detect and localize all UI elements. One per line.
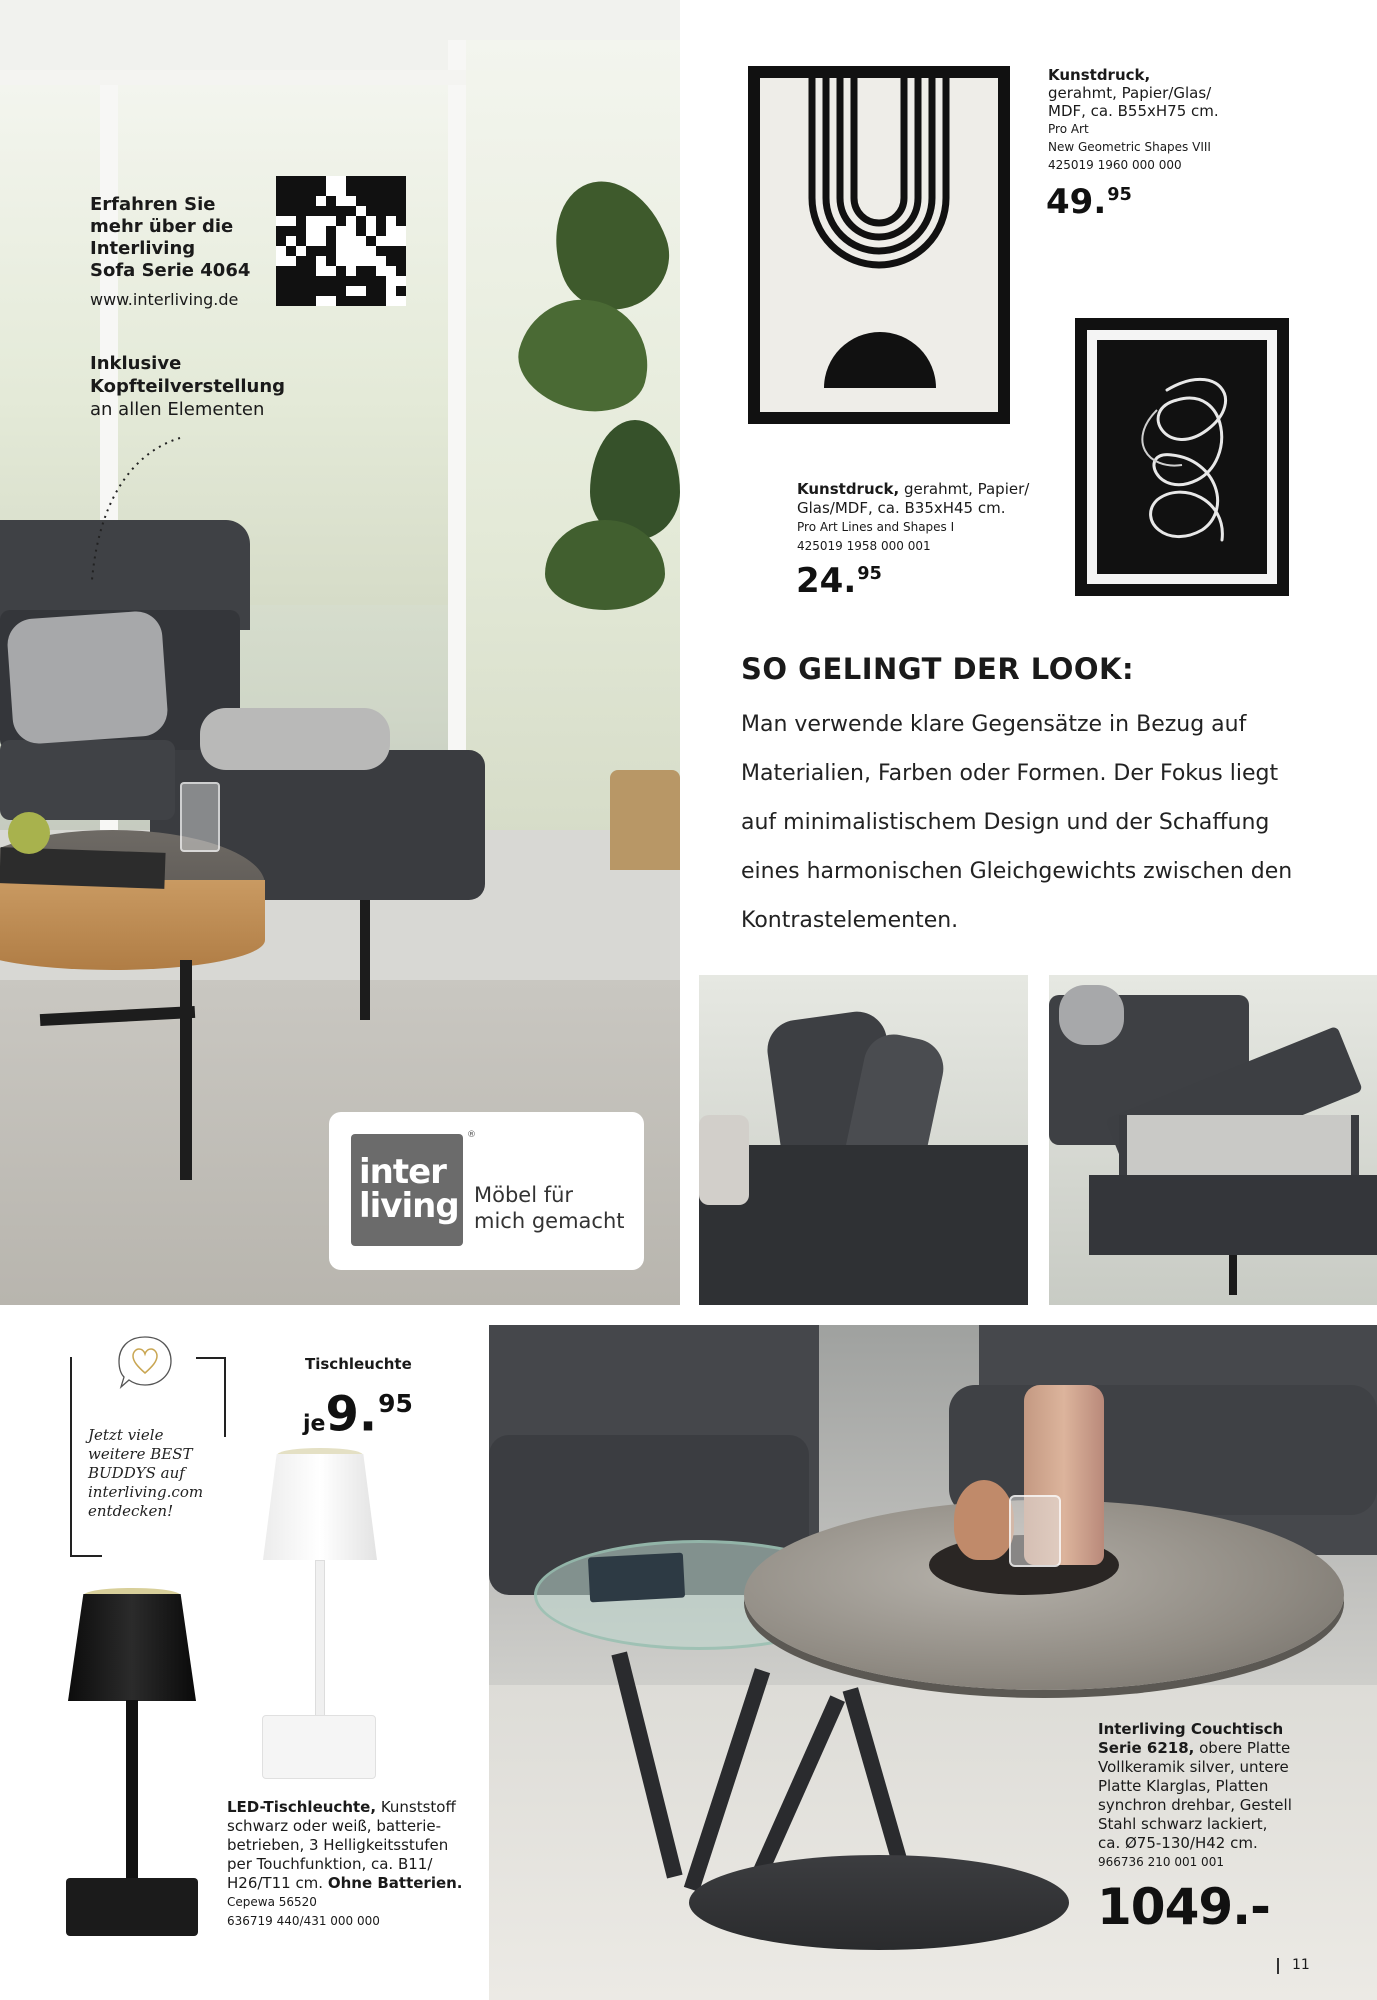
qr-module <box>346 246 356 256</box>
lamp-desc-line: schwarz oder weiß, batterie- <box>227 1817 442 1835</box>
qr-module <box>286 176 296 186</box>
qr-module <box>316 206 326 216</box>
art-print-lines-and-shapes <box>1075 318 1289 596</box>
qr-module <box>276 246 286 256</box>
dotted-pointer-line <box>80 430 190 590</box>
qr-module <box>296 266 306 276</box>
print2-desc-first: gerahmt, Papier/ <box>899 480 1030 498</box>
qr-module <box>376 286 386 296</box>
qr-module <box>336 286 346 296</box>
black-lamp-base <box>66 1878 198 1936</box>
look-line: Kontrastelementen. <box>741 908 959 933</box>
qr-module <box>316 276 326 286</box>
lamp-article-number: 636719 440/431 000 000 <box>227 1914 380 1928</box>
art-print-geometric-shapes <box>748 66 1010 424</box>
qr-module <box>326 246 336 256</box>
print1-brand: Pro Art <box>1048 122 1089 136</box>
qr-module <box>306 266 316 276</box>
qr-module <box>356 176 366 186</box>
buddys-line: interliving.com <box>88 1483 204 1501</box>
print2-description <box>797 480 1029 556</box>
qr-module <box>326 196 336 206</box>
qr-module <box>296 206 306 216</box>
lamp-desc-line: betrieben, 3 Helligkeitsstufen <box>227 1836 449 1854</box>
qr-module <box>316 236 326 246</box>
qr-module <box>396 296 406 306</box>
lamp-title: LED-Tischleuchte, <box>227 1798 377 1816</box>
qr-module <box>356 296 366 306</box>
qr-module <box>396 186 406 196</box>
qr-module <box>386 236 396 246</box>
qr-module <box>336 196 346 206</box>
qr-heading-line: Sofa Serie 4064 <box>90 260 251 281</box>
qr-module <box>286 236 296 246</box>
qr-module <box>336 236 346 246</box>
look-line: Materialien, Farben oder Formen. Der Fokus liegt <box>741 761 1279 786</box>
qr-module <box>326 226 336 236</box>
qr-module <box>366 186 376 196</box>
qr-module <box>346 206 356 216</box>
qr-module <box>326 286 336 296</box>
qr-module <box>346 176 356 186</box>
lamp-description <box>227 1798 463 1931</box>
art-print-canvas <box>760 78 998 412</box>
qr-module <box>306 236 316 246</box>
feature-subtitle: an allen Elementen <box>90 399 265 420</box>
qr-module <box>366 296 376 306</box>
qr-module <box>346 186 356 196</box>
white-lamp-image <box>255 1448 385 1563</box>
qr-module <box>286 266 296 276</box>
qr-module <box>376 206 386 216</box>
qr-module <box>306 196 316 206</box>
qr-module <box>296 186 306 196</box>
storage-chaise-photo <box>1049 975 1377 1305</box>
print2-price <box>796 561 882 601</box>
qr-module <box>366 216 376 226</box>
qr-module <box>316 266 326 276</box>
qr-module <box>346 256 356 266</box>
qr-module <box>366 226 376 236</box>
qr-module <box>286 186 296 196</box>
qr-module <box>376 176 386 186</box>
lamp-desc-first: Kunststoff <box>376 1798 456 1816</box>
couchtisch-desc-line: Platte Klarglas, Platten <box>1098 1777 1269 1795</box>
print1-desc-line: gerahmt, Papier/Glas/ <box>1048 84 1212 102</box>
qr-module <box>326 176 336 186</box>
qr-module <box>306 206 316 216</box>
qr-module <box>396 216 406 226</box>
qr-module <box>376 196 386 206</box>
qr-module <box>326 276 336 286</box>
qr-module <box>346 276 356 286</box>
registered-mark: ® <box>467 1130 476 1140</box>
black-lamp-stem <box>126 1700 138 1880</box>
qr-module <box>396 176 406 186</box>
lamp-brand: Cepewa 56520 <box>227 1895 317 1909</box>
qr-module <box>286 216 296 226</box>
print2-brand: Pro Art Lines and Shapes I <box>797 520 955 534</box>
qr-module <box>316 176 326 186</box>
qr-module <box>286 286 296 296</box>
qr-module <box>376 266 386 276</box>
qr-module <box>276 266 286 276</box>
qr-module <box>326 216 336 226</box>
qr-module <box>316 226 326 236</box>
qr-heading-line: mehr über die <box>90 216 234 237</box>
qr-module <box>336 246 346 256</box>
print1-desc-line: MDF, ca. B55xH75 cm. <box>1048 102 1219 120</box>
website-link[interactable]: www.interliving.de <box>90 290 239 309</box>
qr-module <box>326 206 336 216</box>
qr-module <box>356 276 366 286</box>
page-number: 11 <box>1292 1957 1310 1973</box>
qr-module <box>386 276 396 286</box>
print1-article-number: 425019 1960 000 000 <box>1048 158 1182 172</box>
qr-module <box>356 196 366 206</box>
price-main: 49. <box>1046 182 1107 222</box>
qr-module <box>396 236 406 246</box>
qr-module <box>396 246 406 256</box>
qr-module <box>346 236 356 246</box>
qr-module <box>356 206 366 216</box>
qr-module <box>356 256 366 266</box>
print2-article-number: 425019 1958 000 001 <box>797 539 931 553</box>
qr-module <box>326 256 336 266</box>
look-line: auf minimalistischem Design und der Schaffung <box>741 810 1270 835</box>
couchtisch-title-line: Serie 6218, <box>1098 1739 1195 1757</box>
qr-module <box>346 226 356 236</box>
qr-module <box>356 216 366 226</box>
qr-module <box>276 186 286 196</box>
qr-module <box>356 186 366 196</box>
qr-module <box>276 296 286 306</box>
qr-heading-line: Erfahren Sie <box>90 194 216 215</box>
qr-module <box>336 206 346 216</box>
qr-module <box>306 186 316 196</box>
feature-title-line: Kopfteilverstellung <box>90 376 286 397</box>
qr-module <box>296 296 306 306</box>
qr-module <box>336 186 346 196</box>
print2-title: Kunstdruck, <box>797 480 900 498</box>
qr-module <box>296 246 306 256</box>
qr-module <box>326 296 336 306</box>
logo-brand-line: inter <box>359 1152 446 1192</box>
look-heading: SO GELINGT DER LOOK: <box>741 652 1135 686</box>
qr-module <box>296 196 306 206</box>
qr-module <box>276 286 286 296</box>
qr-module <box>326 186 336 196</box>
qr-module <box>366 196 376 206</box>
interliving-logo-card <box>329 1112 644 1270</box>
print2-desc-line: Glas/MDF, ca. B35xH45 cm. <box>797 499 1006 517</box>
qr-module <box>276 256 286 266</box>
qr-module <box>386 216 396 226</box>
lamp-price <box>303 1374 413 1455</box>
feature-title-line: Inklusive <box>90 353 182 374</box>
headrest-detail-photo <box>699 975 1028 1305</box>
qr-module <box>376 296 386 306</box>
qr-module <box>306 246 316 256</box>
qr-module <box>356 236 366 246</box>
print1-title: Kunstdruck, <box>1048 66 1151 84</box>
qr-module <box>316 286 326 296</box>
qr-module <box>336 276 346 286</box>
qr-module <box>386 256 396 266</box>
look-line: Man verwende klare Gegensätze in Bezug auf <box>741 712 1247 737</box>
qr-module <box>346 216 356 226</box>
qr-module <box>316 196 326 206</box>
qr-module <box>286 256 296 266</box>
qr-heading <box>90 194 250 282</box>
qr-module <box>376 256 386 266</box>
interliving-logo <box>351 1134 463 1246</box>
white-lamp-stem <box>315 1560 325 1720</box>
logo-tagline-line: Möbel für <box>474 1183 574 1207</box>
qr-module <box>306 296 316 306</box>
price-main: 9. <box>325 1386 378 1443</box>
qr-module <box>366 256 376 266</box>
print1-name: New Geometric Shapes VIII <box>1048 140 1211 154</box>
qr-module <box>296 226 306 236</box>
logo-brand-line: living <box>359 1186 459 1226</box>
qr-module <box>276 196 286 206</box>
qr-code[interactable] <box>276 176 406 306</box>
logo-tagline <box>474 1182 625 1234</box>
price-cents: 95 <box>378 1389 413 1418</box>
page-number-divider <box>1277 1958 1279 1974</box>
qr-module <box>336 176 346 186</box>
qr-module <box>276 206 286 216</box>
qr-module <box>366 246 376 256</box>
qr-module <box>336 266 346 276</box>
qr-module <box>276 216 286 226</box>
qr-module <box>366 286 376 296</box>
qr-module <box>366 266 376 276</box>
qr-module <box>396 286 406 296</box>
feature-callout <box>90 352 285 421</box>
qr-module <box>326 266 336 276</box>
price-cents: 95 <box>857 563 882 584</box>
qr-module <box>386 266 396 276</box>
qr-module <box>306 276 316 286</box>
qr-module <box>386 246 396 256</box>
price-dash: - <box>1250 1878 1270 1936</box>
qr-module <box>286 226 296 236</box>
qr-module <box>346 266 356 276</box>
couchtisch-price <box>1097 1878 1270 1936</box>
qr-module <box>276 226 286 236</box>
qr-module <box>366 176 376 186</box>
logo-tagline-line: mich gemacht <box>474 1209 625 1233</box>
price-main: 1049. <box>1097 1878 1251 1936</box>
qr-module <box>316 216 326 226</box>
qr-module <box>376 276 386 286</box>
qr-module <box>276 276 286 286</box>
qr-module <box>376 186 386 196</box>
qr-module <box>276 176 286 186</box>
qr-module <box>346 296 356 306</box>
qr-heading-line: Interliving <box>90 238 196 259</box>
qr-module <box>376 216 386 226</box>
black-lamp-image <box>62 1588 202 1703</box>
buddys-callout-text[interactable] <box>88 1426 203 1521</box>
couchtisch-article-number: 966736 210 001 001 <box>1098 1855 1224 1869</box>
price-prefix: je <box>303 1411 326 1437</box>
couchtisch-title-rest: obere Platte <box>1194 1739 1291 1757</box>
couchtisch-description <box>1098 1720 1292 1872</box>
qr-module <box>386 186 396 196</box>
look-paragraph <box>741 700 1292 945</box>
lamp-desc-line: per Touchfunktion, ca. B11/ <box>227 1855 433 1873</box>
qr-module <box>316 186 326 196</box>
art-print-mat <box>1087 330 1277 584</box>
price-main: 24. <box>796 561 857 601</box>
buddys-line: entdecken! <box>88 1502 174 1520</box>
qr-module <box>296 286 306 296</box>
qr-module <box>346 196 356 206</box>
qr-module <box>296 176 306 186</box>
qr-module <box>396 226 406 236</box>
qr-module <box>306 226 316 236</box>
qr-module <box>386 296 396 306</box>
qr-module <box>386 206 396 216</box>
qr-module <box>386 196 396 206</box>
couchtisch-desc-line: Vollkeramik silver, untere <box>1098 1758 1289 1776</box>
qr-module <box>366 276 376 286</box>
qr-module <box>396 266 406 276</box>
qr-module <box>376 246 386 256</box>
qr-module <box>316 296 326 306</box>
qr-module <box>386 286 396 296</box>
qr-module <box>396 256 406 266</box>
qr-module <box>296 216 306 226</box>
qr-module <box>376 226 386 236</box>
qr-module <box>386 176 396 186</box>
qr-module <box>396 276 406 286</box>
qr-module <box>356 226 366 236</box>
qr-module <box>286 196 296 206</box>
qr-module <box>286 276 296 286</box>
qr-module <box>326 236 336 246</box>
price-cents: 95 <box>1107 184 1132 205</box>
qr-module <box>316 246 326 256</box>
look-line: eines harmonischen Gleichgewichts zwischen den <box>741 859 1293 884</box>
lamp-desc-last: H26/T11 cm. <box>227 1874 328 1892</box>
qr-module <box>396 206 406 216</box>
qr-module <box>306 176 316 186</box>
qr-module <box>316 256 326 266</box>
qr-module <box>286 296 296 306</box>
qr-module <box>356 266 366 276</box>
qr-module <box>296 236 306 246</box>
buddys-line: weitere BEST <box>88 1445 193 1463</box>
qr-module <box>306 256 316 266</box>
line-drawing-artwork <box>1097 340 1267 574</box>
art-print-canvas <box>1097 340 1267 574</box>
print1-description <box>1048 66 1219 174</box>
qr-module <box>276 236 286 246</box>
couchtisch-desc-line: ca. Ø75-130/H42 cm. <box>1098 1834 1258 1852</box>
lamp-label: Tischleuchte <box>305 1355 412 1373</box>
qr-module <box>286 246 296 256</box>
qr-module <box>336 216 346 226</box>
qr-module <box>366 206 376 216</box>
qr-module <box>336 226 346 236</box>
qr-module <box>376 236 386 246</box>
qr-module <box>286 206 296 216</box>
qr-module <box>356 246 366 256</box>
qr-module <box>336 256 346 266</box>
qr-module <box>366 236 376 246</box>
qr-module <box>296 276 306 286</box>
buddys-line: Jetzt viele <box>88 1426 164 1444</box>
white-lamp-base <box>262 1715 376 1779</box>
qr-module <box>296 256 306 266</box>
buddys-line: BUDDYS auf <box>88 1464 185 1482</box>
qr-module <box>356 286 366 296</box>
print1-price <box>1046 182 1132 222</box>
qr-module <box>306 286 316 296</box>
qr-module <box>346 286 356 296</box>
qr-module <box>386 226 396 236</box>
qr-module <box>396 196 406 206</box>
qr-module <box>336 296 346 306</box>
qr-module <box>306 216 316 226</box>
couchtisch-title-line: Interliving Couchtisch <box>1098 1720 1284 1738</box>
u-arches-artwork <box>760 78 998 412</box>
lamp-no-batteries: Ohne Batterien. <box>327 1874 463 1892</box>
couchtisch-desc-line: synchron drehbar, Gestell <box>1098 1796 1292 1814</box>
couchtisch-desc-line: Stahl schwarz lackiert, <box>1098 1815 1268 1833</box>
